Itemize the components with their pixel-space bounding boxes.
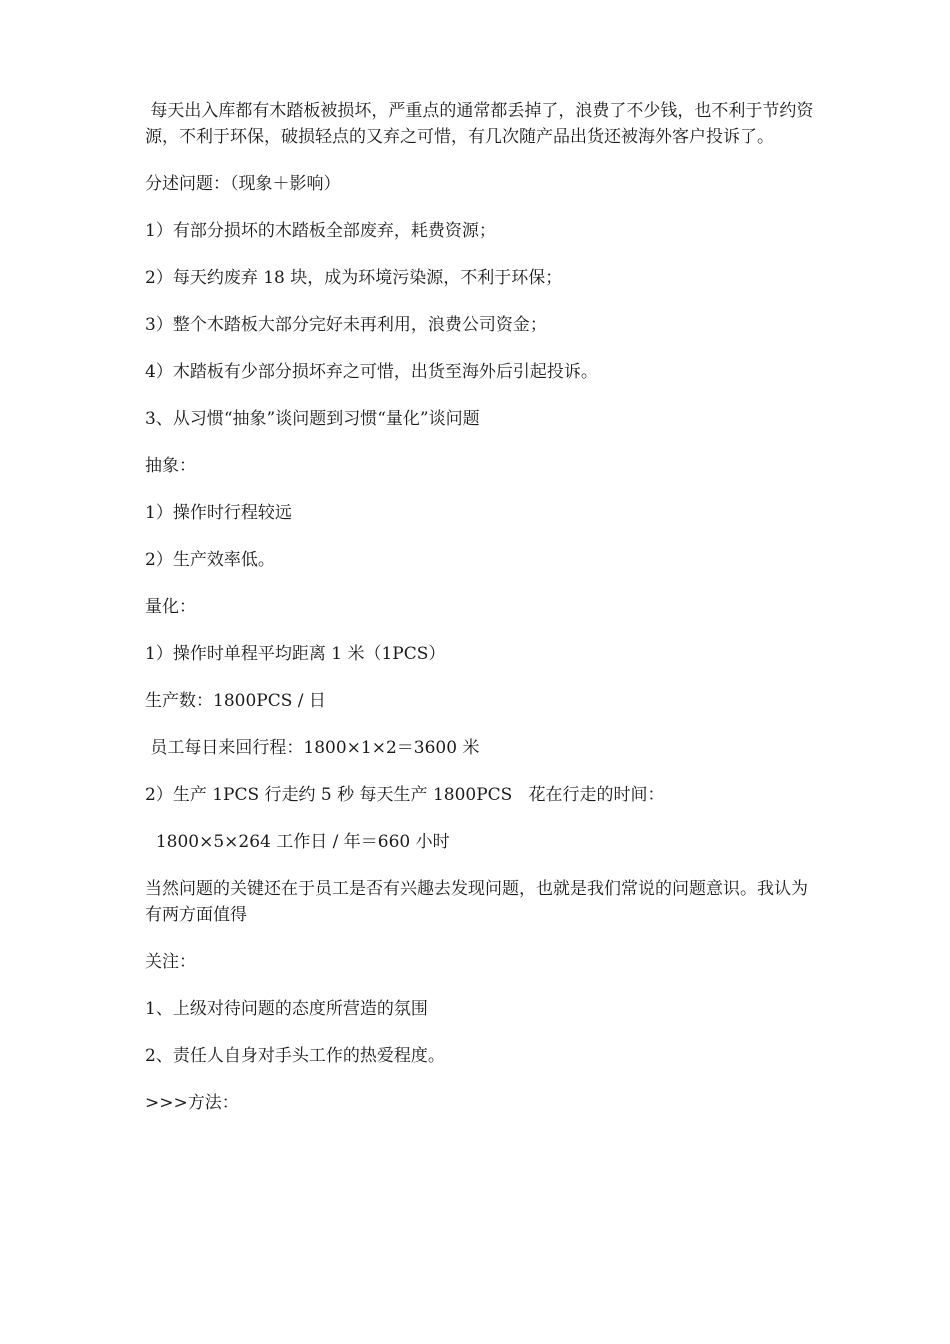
problem-item-2: 2）每天约废弃 18 块，成为环境污染源，不利于环保；	[145, 268, 563, 288]
problem-item-1: 1）有部分损坏的木踏板全部废弃，耗费资源；	[145, 221, 496, 241]
problem-item-3: 3）整个木踏板大部分完好未再利用，浪费公司资金；	[145, 315, 547, 335]
abstract-item-2: 2）生产效率低。	[145, 550, 275, 570]
problem-breakdown-heading: 分述问题：（现象＋影响）	[145, 174, 341, 194]
intro-paragraph: 每天出入库都有木踏板被损坏，严重点的通常都丢掉了，浪费了不少钱，也不利于节约资源，不利于环保，破损轻点的又弃之可惜，有几次随产品出货还被海外客户投诉了。	[145, 101, 814, 147]
quantify-item-1: 1）操作时单程平均距离 1 米（1PCS）	[145, 644, 446, 664]
focus-item-1: 1、上级对待问题的态度所营造的氛围	[145, 999, 428, 1019]
focus-item-2: 2、责任人自身对手头工作的热爱程度。	[145, 1046, 445, 1066]
focus-heading: 关注：	[145, 952, 196, 972]
annual-time-calc: 1800×5×264 工作日 / 年＝660 小时	[145, 832, 450, 852]
awareness-paragraph: 当然问题的关键还在于员工是否有兴趣去发现问题，也就是我们常说的问题意识。我认为有两方面值得	[145, 879, 808, 925]
production-count: 生产数：1800PCS / 日	[145, 691, 326, 711]
quantify-item-2: 2）生产 1PCS 行走约 5 秒 每天生产 1800PCS 花在行走的时间：	[145, 785, 665, 805]
problem-item-4: 4）木踏板有少部分损坏弃之可惜，出货至海外后引起投诉。	[145, 362, 598, 382]
document-page	[145, 98, 815, 1116]
daily-distance: 员工每日来回行程：1800×1×2＝3600 米	[145, 738, 480, 758]
quantify-heading: 量化：	[145, 597, 196, 617]
section-3-heading: 3、从习惯“抽象”谈问题到习惯“量化”谈问题	[145, 409, 480, 429]
abstract-heading: 抽象：	[145, 456, 196, 476]
method-heading: >>>方法：	[145, 1093, 239, 1113]
abstract-item-1: 1）操作时行程较远	[145, 503, 292, 523]
